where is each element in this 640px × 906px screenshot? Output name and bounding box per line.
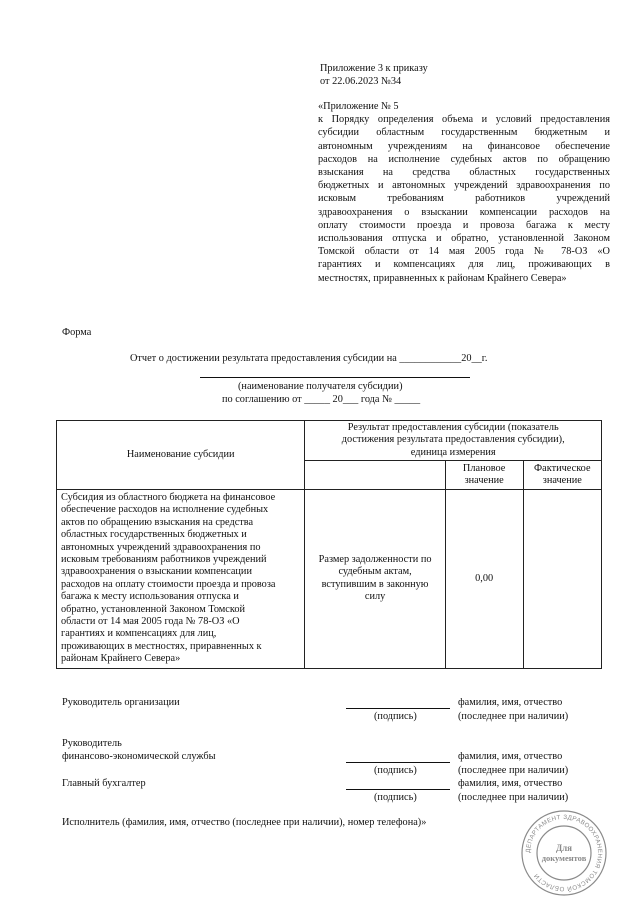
patronymic-note: (последнее при наличии) — [458, 792, 569, 803]
header-result-line: единица измерения — [410, 446, 496, 458]
signature-caption: (подпись) — [374, 792, 417, 803]
row-plan-value — [445, 490, 523, 669]
signature-line-chief-accountant — [346, 789, 450, 790]
appendix-text-line: к Порядку определения объема и условий предоставления — [318, 114, 610, 126]
appendix-text-line: исковым требованиям работников учреждений — [318, 193, 610, 205]
stamp-svg — [514, 808, 614, 898]
indicator-line: судебным актам, — [338, 566, 412, 578]
header-result-line: достижения результата предоставления субсидии), — [341, 434, 565, 446]
appendix-text-line: взыскания на средства областных государственных — [318, 167, 610, 179]
report-table — [56, 420, 602, 669]
appendix-text-line: местностях, приравненных к районам Крайнего Севера» — [318, 272, 567, 284]
fio-label: фамилия, имя, отчество — [458, 751, 563, 762]
head-org-label: Руководитель организации — [62, 697, 180, 708]
appendix-text-line: Томской области от 14 мая 2005 года № 78-ОЗ «О — [318, 246, 610, 258]
desc-line: исковым требованиям работников учреждений — [61, 554, 267, 566]
fio-label: фамилия, имя, отчество — [458, 697, 563, 708]
appendix-text-line: использования отпуска и обратно, установленной Законом — [318, 233, 610, 245]
desc-line: обратно, установленной Законом Томской — [61, 603, 246, 615]
signature-caption: (подпись) — [374, 711, 417, 722]
header-result — [305, 421, 602, 461]
table-row — [57, 490, 602, 669]
desc-line: актов по обращению взыскания на средства — [61, 516, 254, 528]
row-indicator — [305, 490, 445, 669]
appendix-line-2: от 22.06.2023 №34 — [320, 76, 402, 88]
signature-caption: (подпись) — [374, 765, 417, 776]
appendix-line-1: Приложение 3 к приказу — [320, 63, 428, 74]
appendix-text-line: автономным учреждениям на финансовое обеспечение — [318, 140, 610, 152]
appendix-text-line: бюджетных и автономных учреждений здравоохранения по — [318, 180, 610, 192]
agreement-line: по соглашению от _____ 20___ года № _____ — [222, 394, 421, 405]
appendix-text-line: оплату стоимости проезда и провоза багажа к месту — [318, 219, 610, 231]
appendix-text-line: расходов на исполнение судебных актов по обращению — [318, 153, 610, 165]
plan-value: 0,00 — [475, 572, 494, 584]
indicator-line: силу — [364, 591, 386, 603]
patronymic-note: (последнее при наличии) — [458, 765, 569, 776]
desc-line: расходов на оплату стоимости проезда и провоза — [61, 578, 276, 590]
report-title: Отчет о достижении результата предоставления субсидии на ____________20__г. — [130, 353, 488, 364]
header-result-line: Результат предоставления субсидии (показатель — [347, 422, 559, 433]
desc-line: здравоохранения о взыскании компенсации — [61, 566, 252, 578]
header-plan-line: значение — [464, 475, 504, 487]
appendix-text-line: субсидии областным государственным бюджетным и — [318, 127, 610, 139]
header-fact — [523, 461, 601, 490]
appendix-description — [318, 100, 610, 285]
appendix-text-line: здравоохранения о взыскании компенсации расходов на — [318, 206, 610, 218]
executor-line: Исполнитель (фамилия, имя, отчество (последнее при наличии), номер телефона)» — [62, 817, 427, 828]
header-fact-line: значение — [542, 475, 582, 487]
row-subsidy-description — [57, 490, 305, 669]
desc-line: автономных учреждений здравоохранения по — [61, 541, 261, 553]
stamp-text-line-2: документов — [541, 853, 587, 863]
recipient-caption: (наименование получателя субсидии) — [238, 381, 403, 392]
appendix-text-line: «Приложение № 5 — [318, 101, 399, 112]
desc-line: обеспечение расходов на исполнение судебных — [61, 504, 269, 516]
desc-line: областных государственных бюджетных и — [61, 529, 247, 541]
row-fact-value — [523, 490, 601, 669]
header-indicator-empty — [305, 461, 445, 490]
desc-line: Субсидия из областного бюджета на финансовое — [61, 492, 276, 503]
header-fact-line: Фактическое — [534, 462, 591, 474]
desc-line: гарантиях и компенсациях для лиц, — [61, 628, 217, 640]
appendix-header — [320, 62, 610, 88]
appendix-text-line: гарантиях и компенсациях для лиц, проживающих в — [318, 259, 610, 271]
indicator-line: Размер задолженности по — [318, 554, 432, 566]
stamp-text-line-1: Для — [555, 843, 573, 853]
table-header-row — [57, 421, 602, 461]
desc-line: багажа к месту использования отпуска и — [61, 591, 239, 603]
desc-line: области от 14 мая 2005 года № 78-ОЗ «О — [61, 616, 240, 628]
signature-line-head-fin — [346, 762, 450, 763]
patronymic-note: (последнее при наличии) — [458, 711, 569, 722]
chief-accountant-label: Главный бухгалтер — [62, 778, 146, 789]
head-fin-label-2: финансово-экономической службы — [62, 751, 216, 762]
indicator-line: вступившим в законную — [321, 578, 429, 590]
header-subsidy-name — [57, 421, 305, 490]
header-plan-line: Плановое — [462, 462, 506, 474]
signature-line-head-org — [346, 708, 450, 709]
fio-label: фамилия, имя, отчество — [458, 778, 563, 789]
header-subsidy-name-text: Наименование субсидии — [126, 448, 235, 460]
document-stamp — [514, 808, 614, 898]
stamp-ring-text: ДЕПАРТАМЕНТ ЗДРАВООХРАНЕНИЯ ТОМСКОЙ ОБЛАСТИ — [524, 813, 604, 893]
header-plan — [445, 461, 523, 490]
recipient-name-line — [200, 377, 470, 378]
desc-line: проживающих в местностях, приравненных к — [61, 640, 262, 652]
head-fin-label-1: Руководитель — [62, 738, 122, 749]
desc-line: районам Крайнего Севера» — [61, 653, 181, 665]
form-label: Форма — [62, 327, 92, 338]
